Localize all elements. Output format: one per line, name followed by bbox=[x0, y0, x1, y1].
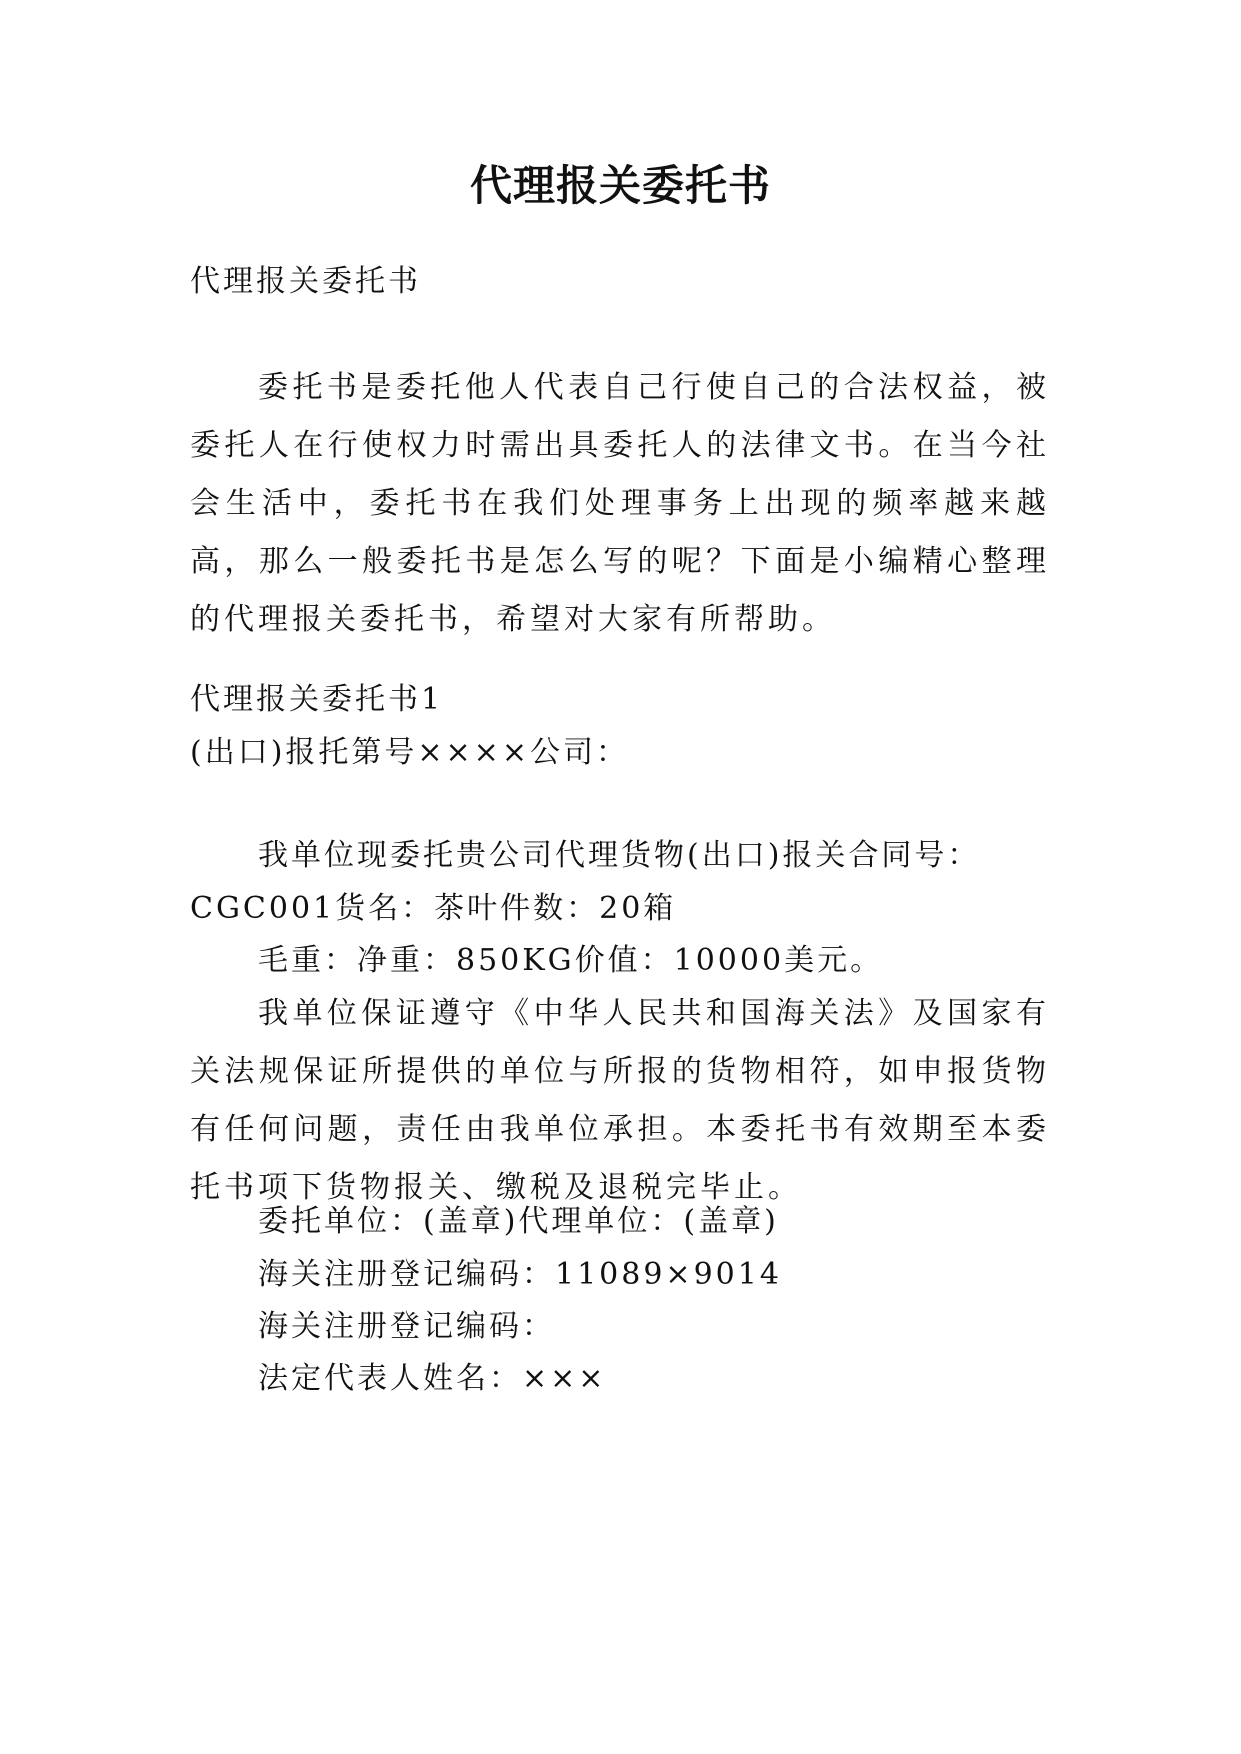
entrust-line-1: 我单位现委托贵公司代理货物(出口)报关合同号： bbox=[258, 838, 981, 873]
intro-paragraph: 委托书是委托他人代表自己行使自己的合法权益，被委托人在行使权力时需出具委托人的法律文书。在当今社会生活中，委托书在我们处理事务上出现的频率越来越高，那么一般委托书是怎么写的呢？下面是小编精心整理的代理报关委托书，希望对大家有所帮助。 bbox=[190, 370, 1050, 637]
addressee-line: (出口)报托第号××××公司： bbox=[190, 735, 629, 770]
document-subtitle: 代理报关委托书 bbox=[190, 264, 421, 299]
customs-code-line-2: 海关注册登记编码： bbox=[258, 1309, 555, 1344]
customs-code-line-1: 海关注册登记编码：11089×9014 bbox=[258, 1257, 782, 1292]
weight-line: 毛重：净重：850KG价值：10000美元。 bbox=[258, 943, 884, 978]
document-title: 代理报关委托书 bbox=[469, 161, 771, 210]
entrusting-units-line: 委托单位：(盖章)代理单位：(盖章) bbox=[258, 1204, 779, 1239]
section-heading: 代理报关委托书1 bbox=[190, 682, 444, 717]
guarantee-paragraph: 我单位保证遵守《中华人民共和国海关法》及国家有关法规保证所提供的单位与所报的货物相符，如申报货物有任何问题，责任由我单位承担。本委托书有效期至本委托书项下货物报关、缴税及退税完毕止。 bbox=[190, 996, 1050, 1205]
entrust-line-2: CGC001货名：茶叶件数：20箱 bbox=[190, 891, 677, 926]
legal-rep-line: 法定代表人姓名：××× bbox=[258, 1361, 607, 1396]
